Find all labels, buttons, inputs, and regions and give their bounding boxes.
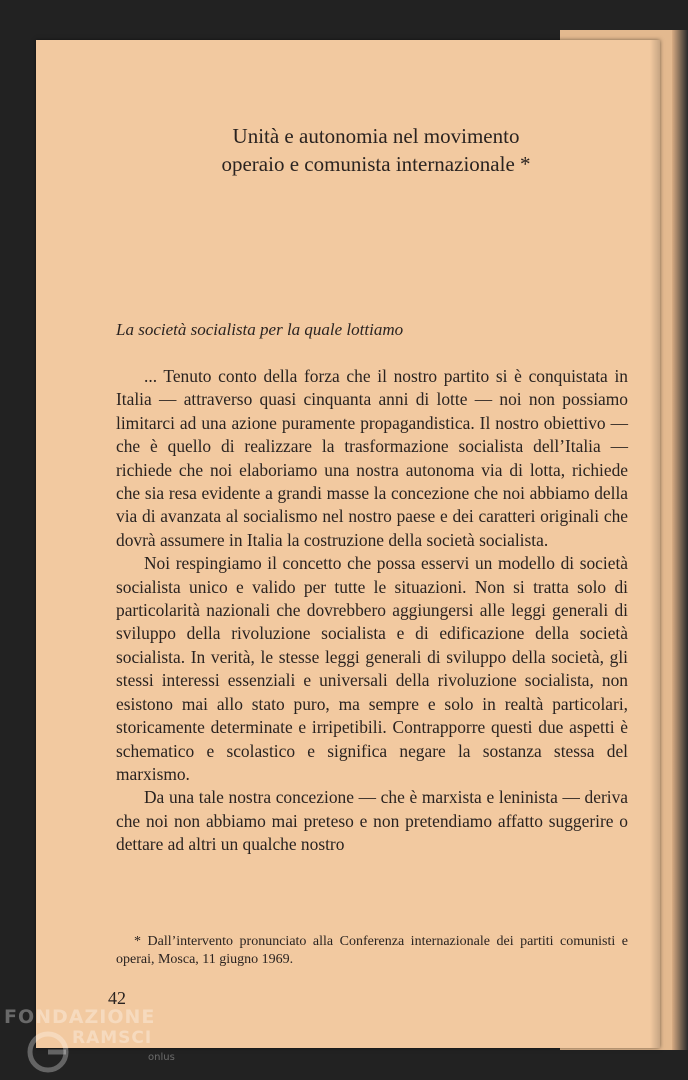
watermark-line-3: onlus	[148, 1052, 175, 1063]
watermark-line-1: FONDAZIONE	[4, 1006, 156, 1028]
chapter-title-line-2: operaio e comunista internazionale *	[221, 152, 531, 176]
paragraph-1: ... Tenuto conto della forza che il nostro partito si è conquistata in Italia — attraverso quasi cinquanta anni di lotte — noi non possiamo limitarci ad una azione puramente propagandistica. Il nostro obiettivo — che è quello di realizzare la trasformazione socialista dell’Italia — richiede che noi elaboriamo una nostra autonoma via di lotta, richiede che sia resa evidente a grandi masse la concezione che noi abbiamo della via di avanzata al socialismo nel nostro paese e dei caratteri originali che dovrà assumere in Italia la costruzione della società socialista.	[116, 366, 628, 550]
section-heading: La società socialista per la quale lottiamo	[116, 320, 404, 339]
watermark	[0, 1000, 200, 1080]
chapter-title-line-1: Unità e autonomia nel movimento	[232, 124, 520, 148]
chapter-title	[156, 122, 596, 178]
body-text	[116, 365, 628, 857]
footnote: * Dall’intervento pronunciato alla Conferenza internazionale dei partiti comunisti e operai, Mosca, 11 giugno 1969.	[116, 934, 628, 967]
paragraph-3: Da una tale nostra concezione — che è marxista e leninista — deriva che noi non abbiamo mai preteso e non pretendiamo affatto suggerire o dettare ad altri un qualche nostro	[116, 787, 628, 855]
page-gutter-shadow	[650, 40, 660, 1048]
book-page	[36, 40, 660, 1048]
gramsci-logo-icon	[26, 1030, 70, 1074]
watermark-line-2: RAMSCI	[72, 1028, 153, 1048]
page-number: 42	[108, 988, 126, 1008]
paragraph-2: Noi respingiamo il concetto che possa esservi un modello di società socialista unico e valido per tutte le situazioni. Non si tratta solo di particolarità nazionali che dovrebbero aggiungersi alle leggi generali di sviluppo della rivoluzione socialista e di edificazione della società socialista. In verità, le stesse leggi generali di sviluppo della società, gli stessi interessi essenziali e universali della rivoluzione socialista, non esistono mai allo stato puro, ma sempre e solo in realtà particolari, storicamente determinate e irripetibili. Contrapporre questi due aspetti è schematico e scolastico e significa negare la sostanza stessa del marxismo.	[116, 553, 628, 784]
